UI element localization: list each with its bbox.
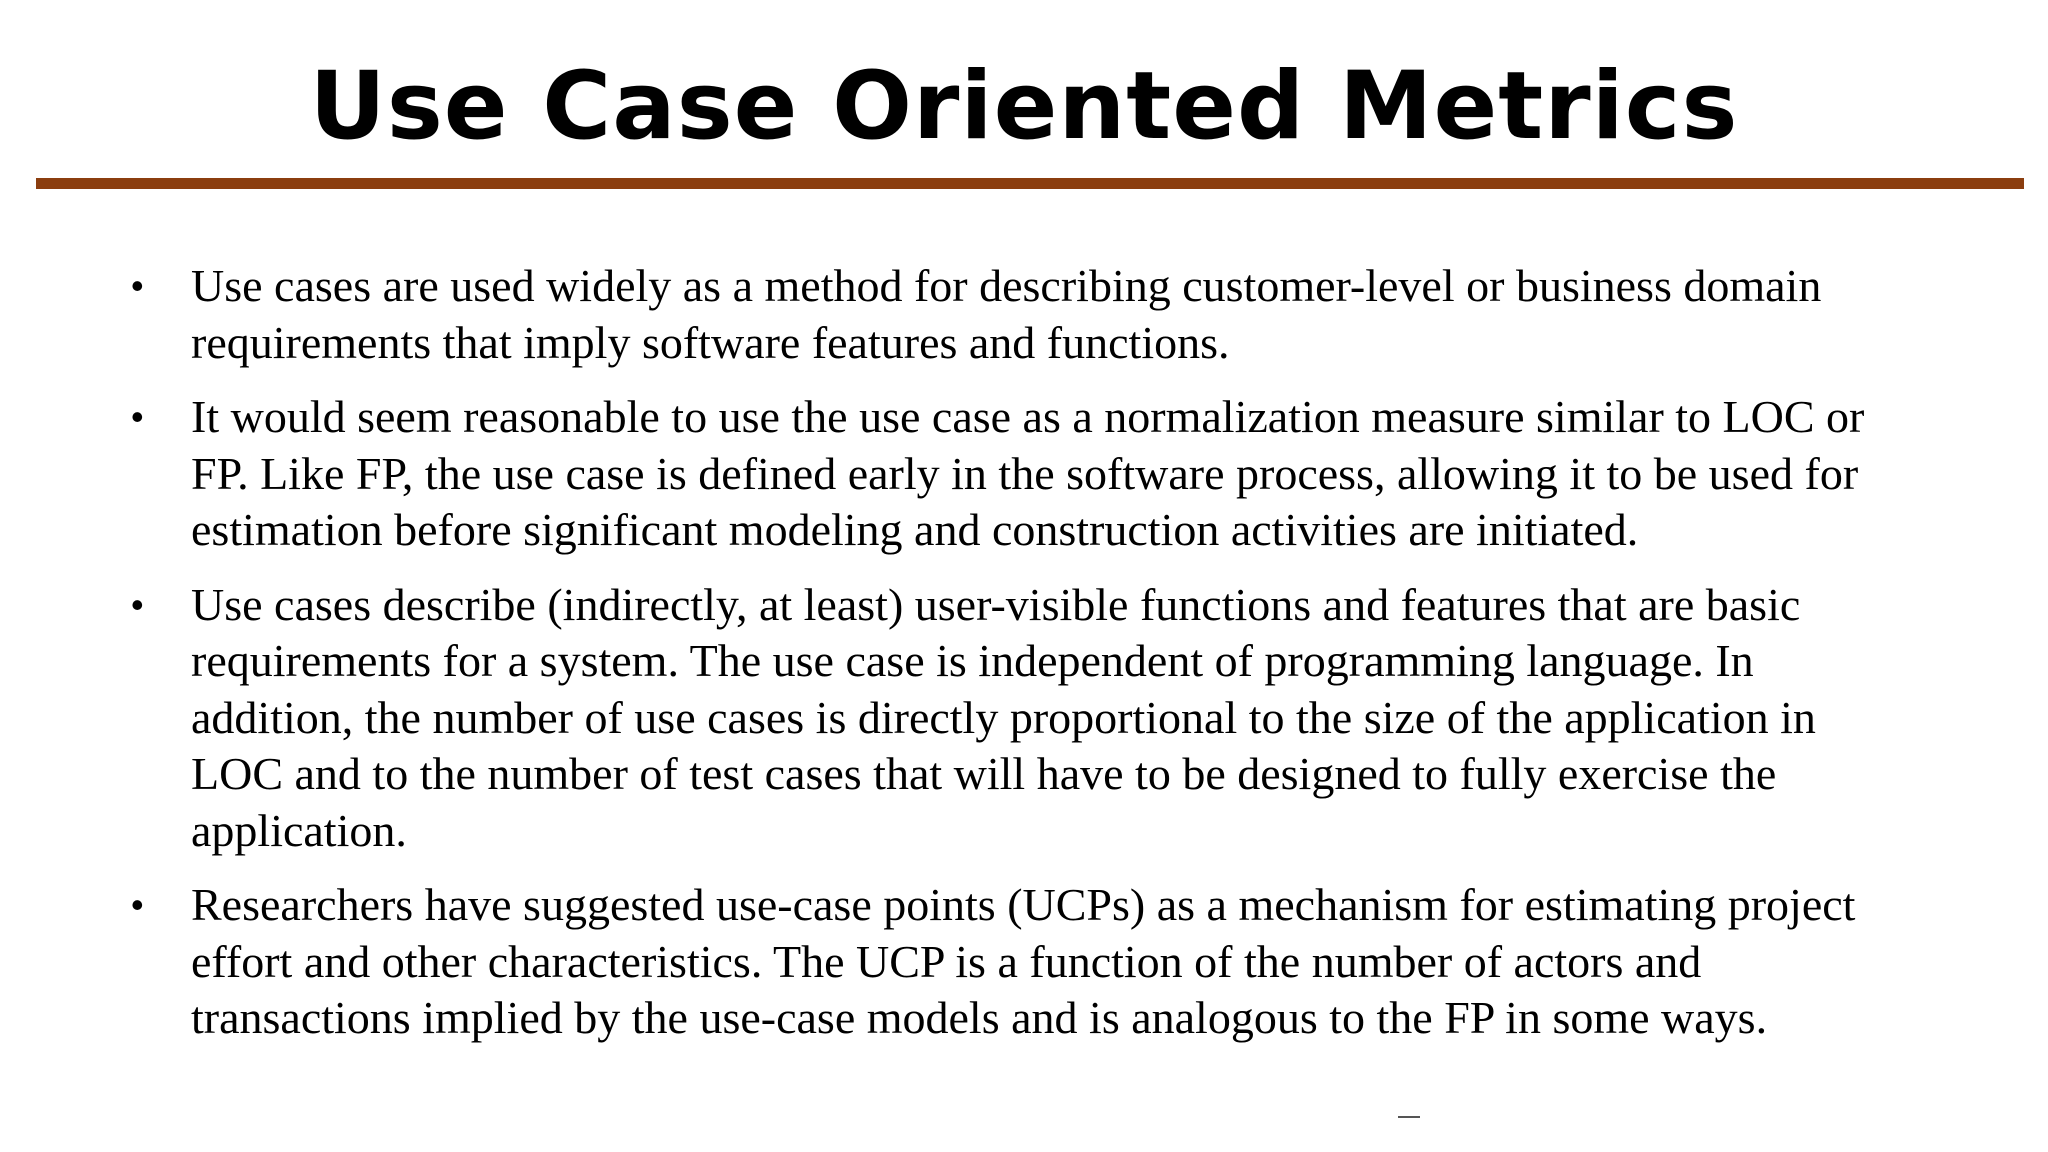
bullet-text: Use cases describe (indirectly, at least) user-visible functions and features that are basic requirements for a system. The use case is independent of programming language. In addition, the number of use cases is directly proportional to the size of the application in LOC and to the number of test cases that will have to be designed to fully exercise the application. bbox=[191, 578, 1816, 856]
footer-mark bbox=[1398, 1116, 1420, 1118]
bullet-dot-icon: • bbox=[131, 583, 144, 625]
bullet-text: Use cases are used widely as a method for describing customer-level or business domain requirements that imply software features and functions. bbox=[191, 260, 1822, 368]
bullet-item bbox=[0, 389, 1911, 559]
bullet-item bbox=[0, 258, 1911, 371]
bullet-dot-icon: • bbox=[131, 265, 144, 306]
bullet-dot-icon: • bbox=[131, 396, 144, 437]
bullet-text: It would seem reasonable to use the use case as a normalization measure similar to LOC or FP. Like FP, the use case is defined early in the software process, allowing it to be used for estimation before significant modeling and construction activities are initiated. bbox=[191, 391, 1865, 555]
slide-title: Use Case Oriented Metrics bbox=[309, 52, 1739, 161]
bullet-text: Researchers have suggested use-case points (UCPs) as a mechanism for estimating project effort and other characteristics. The UCP is a function of the number of actors and transactions implied by the use-case models and is analogous to the FP in some ways. bbox=[191, 879, 1856, 1043]
bullet-dot-icon: • bbox=[131, 884, 144, 925]
title-divider bbox=[36, 178, 2024, 189]
bullet-item bbox=[0, 577, 1911, 860]
bullet-list bbox=[0, 258, 2048, 1065]
bullet-item bbox=[0, 877, 1911, 1047]
